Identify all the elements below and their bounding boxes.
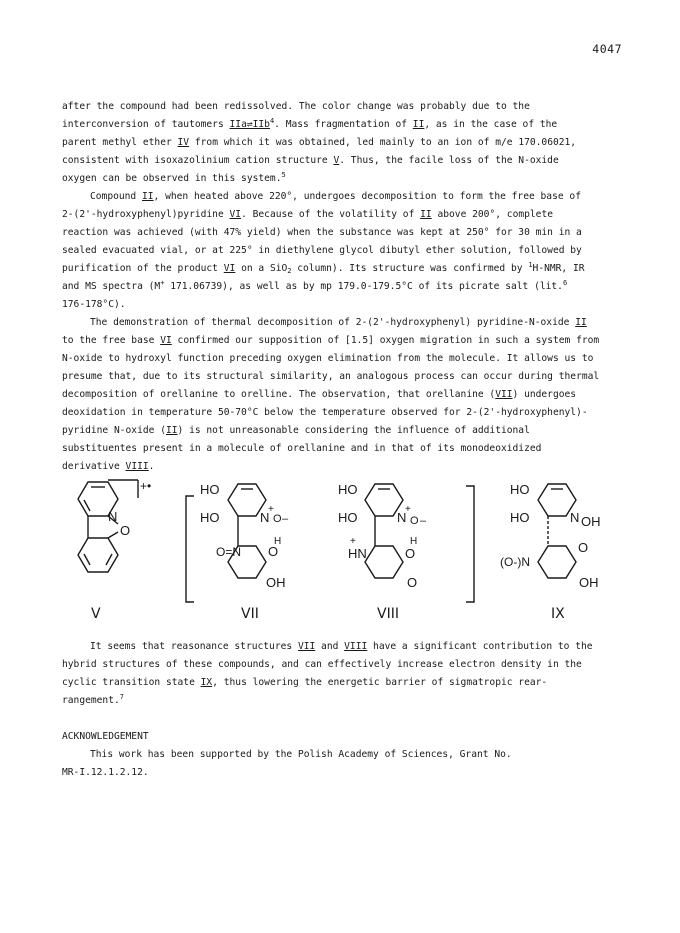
- text-line: and MS spectra (M+ 171.06739), as well as by mp 179.0-179.5°C of its picrate salt (lit.$^6$: [62, 279, 568, 292]
- text-line: parent methyl ether IV from which it was obtained, led mainly to an ion of m/e 170.06021,: [62, 137, 577, 148]
- text-line: presume that, due to its structural similarity, an analogous process can occur during thermal: [62, 371, 600, 382]
- text-line: This work has been supported by the Polish Academy of Sciences, Grant No.: [90, 749, 512, 760]
- text-line: Compound II, when heated above 220°, undergoes decomposition to form the free base of: [90, 191, 581, 202]
- text-line: decomposition of orellanine to orelline. The observation, that orellanine (VII) undergoes: [62, 389, 577, 400]
- structure-viii: [338, 482, 427, 590]
- svg-text:N: N: [108, 509, 118, 524]
- svg-text:OH: OH: [581, 514, 601, 529]
- svg-text:–: –: [282, 513, 289, 525]
- text-line: It seems that reasonance structures VII and VIII have a significant contribution to the: [90, 641, 593, 652]
- text-line: pyridine N-oxide (II) is not unreasonable considering the influence of additional: [62, 425, 530, 436]
- svg-text:+•: +•: [140, 479, 152, 493]
- svg-text:HO: HO: [338, 482, 358, 497]
- text-line: purification of the product VI on a SiO$_2$ column). Its structure was confirmed by $^1$H-NMR, IR: [62, 261, 585, 275]
- text-line: deoxidation in temperature 50-70°C below the temperature observed for 2-(2'-hydroxyphenyl)-: [62, 407, 588, 418]
- text-line: after the compound had been redissolved. The color change was probably due to the: [62, 101, 530, 112]
- svg-text:O=N: O=N: [216, 545, 242, 559]
- label-structure-vii: VII: [241, 606, 259, 622]
- spacer: [62, 710, 622, 728]
- svg-text:H: H: [274, 536, 282, 547]
- svg-text:O: O: [268, 544, 279, 559]
- chemical-structures-figure: [60, 476, 620, 626]
- text-line: interconversion of tautomers IIa⇌IIb$^4$. Mass fragmentation of II, as in the case of the: [62, 117, 558, 130]
- label-structure-viii: VIII: [377, 606, 399, 622]
- svg-text:N: N: [397, 510, 407, 525]
- svg-text:+: +: [350, 536, 356, 547]
- svg-text:+: +: [405, 504, 411, 515]
- svg-text:N: N: [260, 510, 270, 525]
- svg-text:HO: HO: [510, 482, 530, 497]
- svg-text:HO: HO: [200, 482, 220, 497]
- svg-text:HO: HO: [200, 510, 220, 525]
- text-line: consistent with isoxazolinium cation structure V. Thus, the facile loss of the N-oxide: [62, 155, 559, 166]
- svg-text:H: H: [410, 536, 418, 547]
- structures-drawing: [60, 476, 620, 626]
- structure-v: [78, 479, 151, 572]
- label-structure-ix: IX: [551, 606, 565, 622]
- body-text-top: [62, 98, 622, 476]
- text-line: sealed evacuated vial, or at 225° in diethylene glycol dibutyl ether solution, followed by: [62, 245, 582, 256]
- svg-text:+: +: [268, 504, 274, 515]
- svg-text:(O-)N: (O-)N: [500, 555, 530, 569]
- svg-text:O: O: [578, 540, 589, 555]
- svg-text:O: O: [120, 523, 131, 538]
- svg-text:OH: OH: [579, 575, 599, 590]
- text-line: 176-178°C).: [62, 299, 126, 310]
- text-line: to the free base VI confirmed our supposition of [1.5] oxygen migration in such a system from: [62, 335, 600, 346]
- text-line: reaction was achieved (with 47% yield) when the substance was kept at 250° for 30 min in a: [62, 227, 582, 238]
- structure-ix: [500, 482, 601, 590]
- page-number: 4047: [592, 42, 622, 56]
- svg-text:O: O: [405, 546, 416, 561]
- body-text-bottom: [62, 638, 622, 782]
- svg-text:HO: HO: [510, 510, 530, 525]
- svg-text:N: N: [570, 510, 580, 525]
- svg-text:OH: OH: [266, 575, 286, 590]
- text-line: oxygen can be observed in this system.$^5$: [62, 171, 286, 184]
- text-line: 2-(2'-hydroxyphenyl)pyridine VI. Because of the volatility of II above 200°, complete: [62, 209, 553, 220]
- text-line: derivative VIII.: [62, 461, 155, 472]
- label-structure-v: V: [91, 606, 101, 622]
- text-line: The demonstration of thermal decomposition of 2-(2'-hydroxyphenyl) pyridine-N-oxide II: [90, 317, 587, 328]
- acknowledgement-heading: ACKNOWLEDGEMENT: [62, 731, 149, 742]
- text-line: N-oxide to hydroxyl function preceding oxygen elimination from the molecule. It allows us to: [62, 353, 594, 364]
- text-line: cyclic transition state IX, thus lowering the energetic barrier of sigmatropic rear-: [62, 677, 548, 688]
- text-line: MR-I.12.1.2.12.: [62, 767, 149, 778]
- structure-vii: [200, 482, 289, 590]
- text-line: hybrid structures of these compounds, and can effectively increase electron density in the: [62, 659, 582, 670]
- svg-text:–: –: [420, 515, 427, 527]
- text-line: substituentes present in a molecule of orellanine and in that of its monodeoxidized: [62, 443, 542, 454]
- svg-text:O: O: [273, 513, 282, 525]
- text-line: rangement.$^7$: [62, 693, 124, 706]
- svg-text:O: O: [407, 575, 418, 590]
- svg-text:HN: HN: [348, 546, 367, 561]
- svg-text:HO: HO: [338, 510, 358, 525]
- svg-text:O: O: [410, 515, 419, 527]
